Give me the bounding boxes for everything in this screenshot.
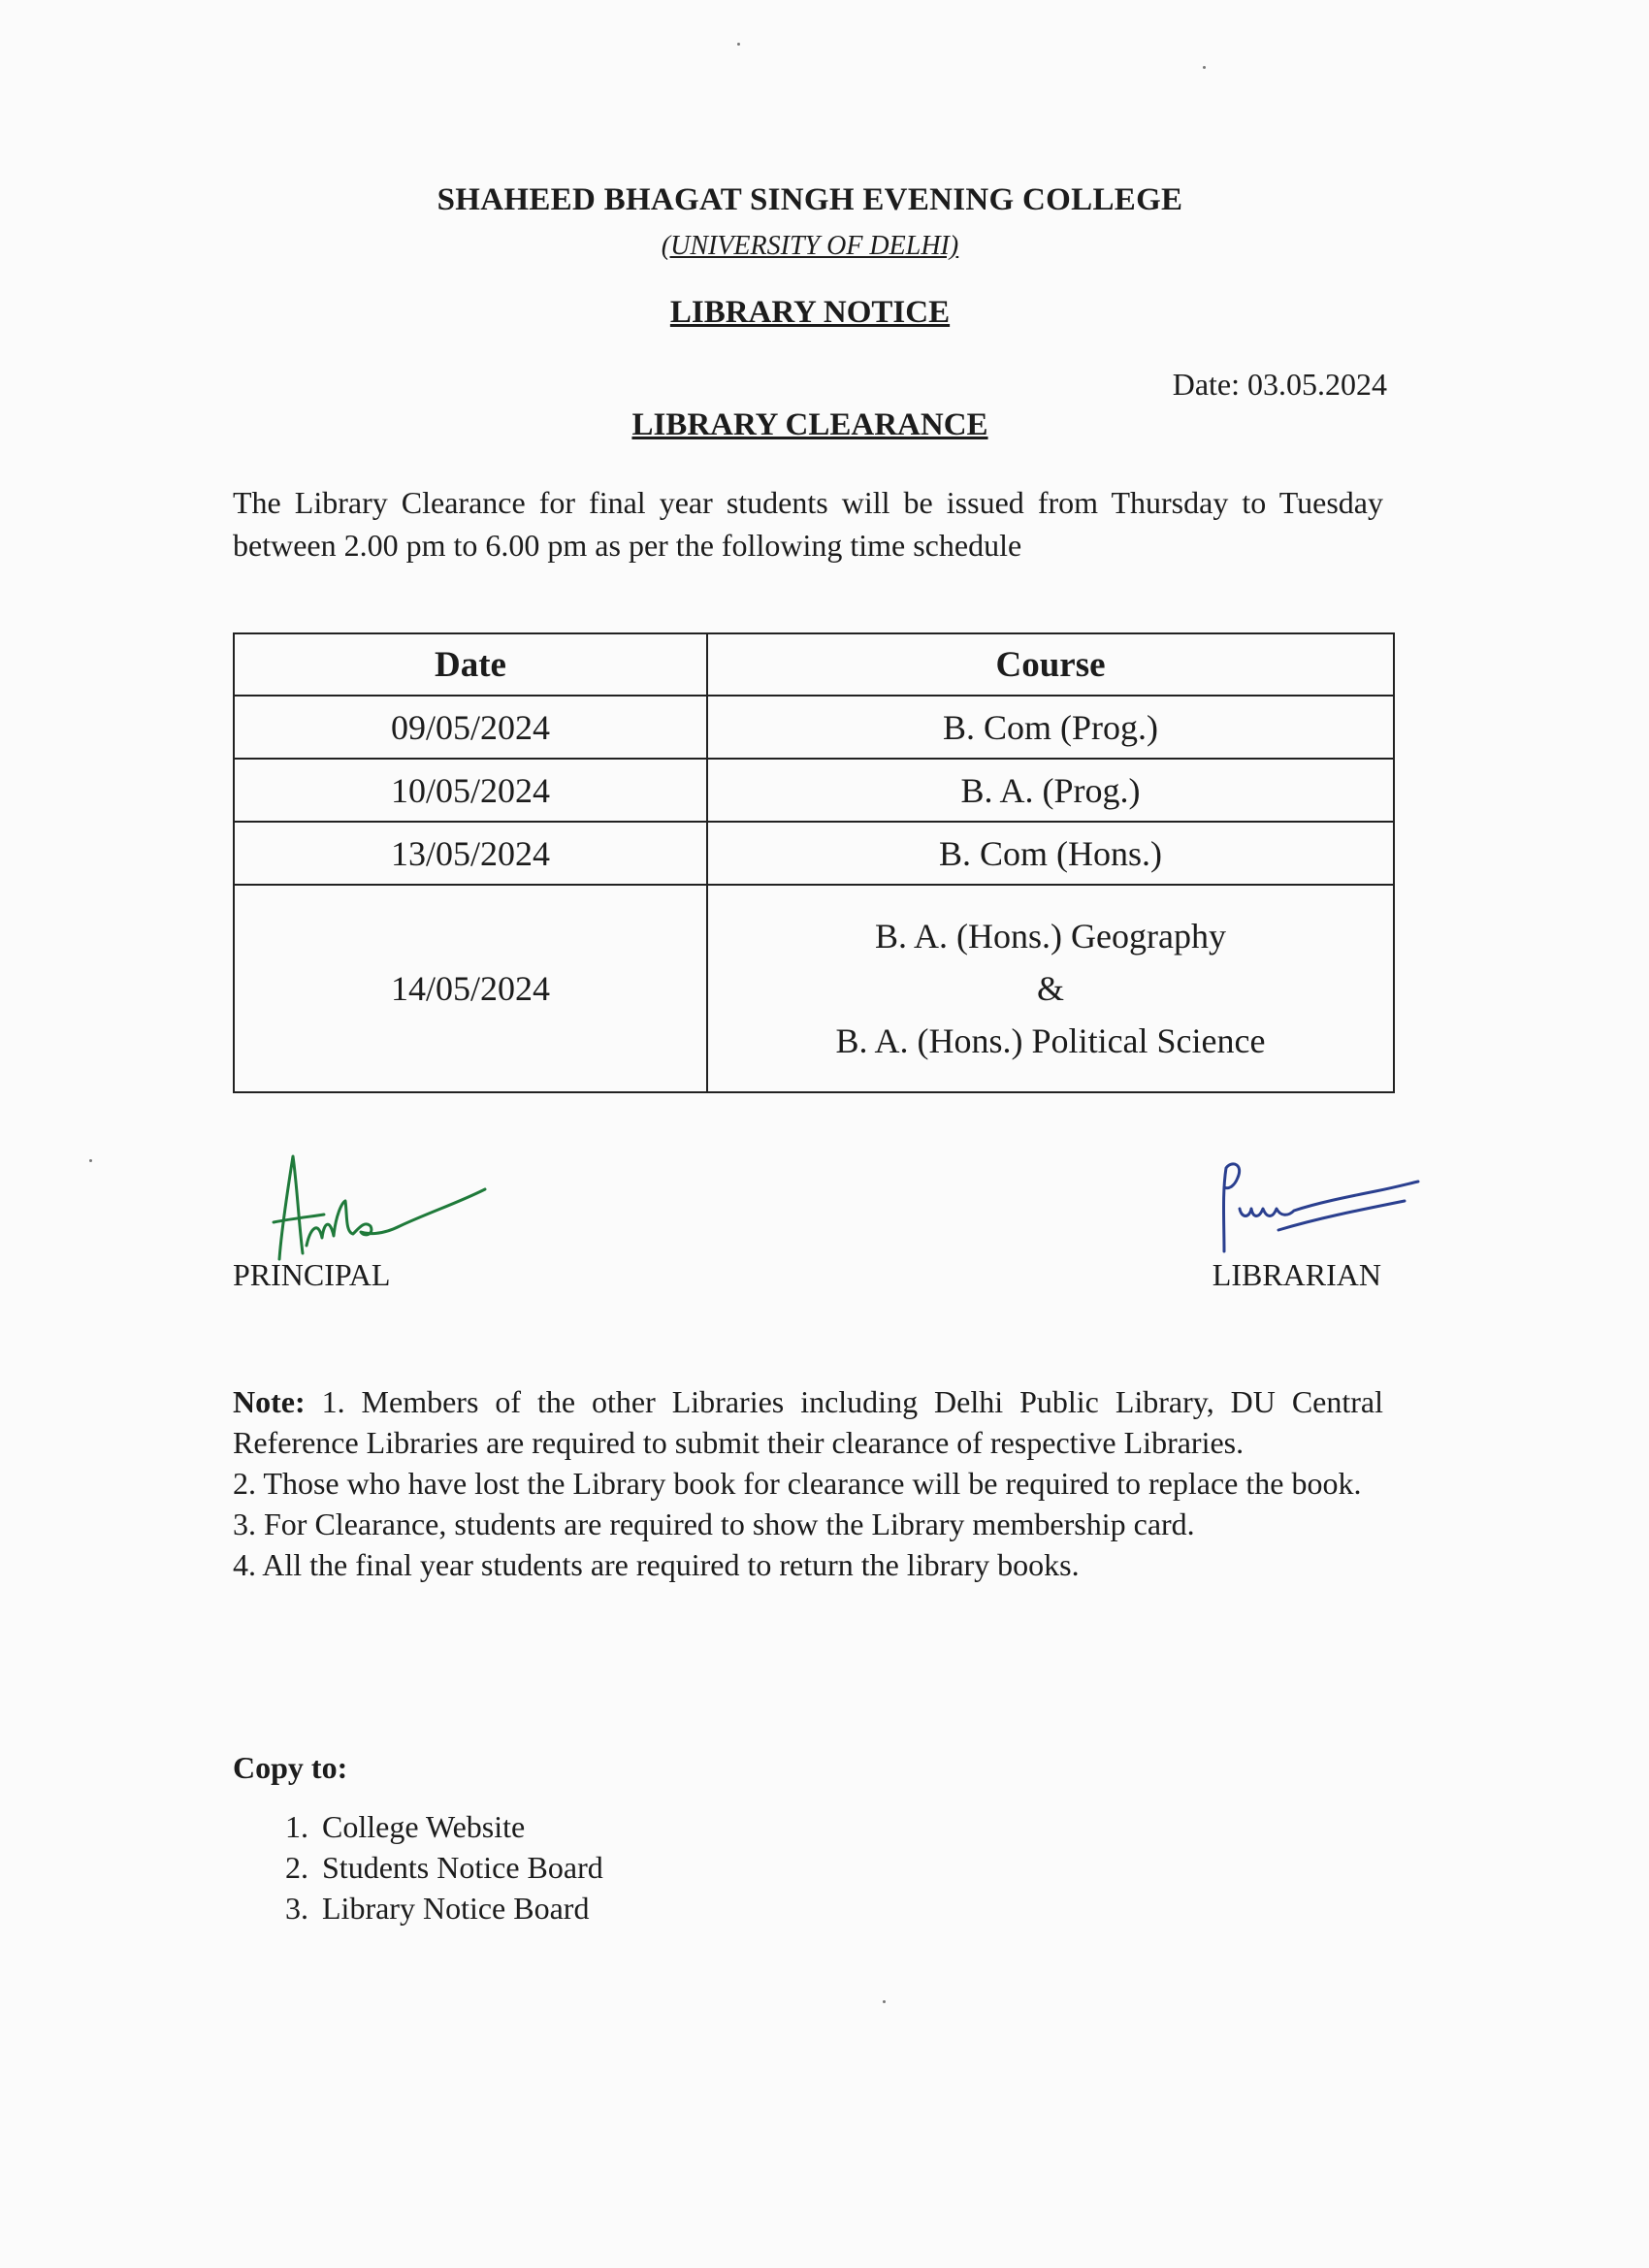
row-date: 09/05/2024 xyxy=(234,696,707,759)
header-course: Course xyxy=(707,633,1394,696)
row-date: 10/05/2024 xyxy=(234,759,707,822)
course-line: & xyxy=(1036,969,1064,1008)
table-row xyxy=(234,885,1394,1092)
row-course: B. Com (Prog.) xyxy=(707,696,1394,759)
principal-signature xyxy=(264,1145,497,1271)
college-name: SHAHEED BHAGAT SINGH EVENING COLLEGE xyxy=(436,182,1183,217)
row-course: B. A. (Prog.) xyxy=(707,759,1394,822)
row-date: 14/05/2024 xyxy=(234,885,707,1092)
note-label: Note: xyxy=(233,1384,306,1419)
list-item xyxy=(233,1806,603,1847)
librarian-signature xyxy=(1211,1154,1424,1261)
course-line: B. A. (Hons.) Geography xyxy=(875,917,1226,956)
scan-speck xyxy=(737,43,740,46)
notes-section xyxy=(233,1381,1383,1585)
note-item: 3. For Clearance, students are required to show the Library membership card. xyxy=(233,1507,1195,1541)
note-item xyxy=(233,1381,1383,1463)
scan-speck xyxy=(1203,66,1206,69)
copy-to-list xyxy=(233,1806,603,1928)
list-number: 3. xyxy=(285,1891,308,1926)
principal-label: PRINCIPAL xyxy=(233,1257,391,1292)
table-row xyxy=(234,696,1394,759)
list-item xyxy=(233,1888,603,1928)
table-row xyxy=(234,759,1394,822)
notice-title: LIBRARY NOTICE xyxy=(669,295,951,330)
header-date: Date xyxy=(234,633,707,696)
scan-speck xyxy=(89,1159,92,1162)
librarian-label: LIBRARIAN xyxy=(1212,1257,1381,1292)
list-text: Students Notice Board xyxy=(322,1850,603,1885)
schedule-table xyxy=(233,632,1395,1093)
subject-heading: LIBRARY CLEARANCE xyxy=(631,407,988,442)
list-text: Library Notice Board xyxy=(322,1891,590,1926)
list-text: College Website xyxy=(322,1809,526,1844)
table-header-row xyxy=(234,633,1394,696)
note-item: 4. All the final year students are required to return the library books. xyxy=(233,1547,1080,1582)
list-item xyxy=(233,1847,603,1888)
note-item: 2. Those who have lost the Library book for clearance will be required to replace the book. xyxy=(233,1466,1362,1501)
notice-date: Date: 03.05.2024 xyxy=(1172,367,1387,402)
intro-paragraph: The Library Clearance for final year students will be issued from Thursday to Tuesday between 2.00 pm to 6.00 pm as per the following time schedule xyxy=(233,485,1383,563)
note-text: 1. Members of the other Libraries including Delhi Public Library, DU Central Reference Libraries are required to submit their clearance of respective Libraries. xyxy=(233,1384,1384,1460)
list-number: 2. xyxy=(285,1850,308,1885)
row-course: B. Com (Hons.) xyxy=(707,822,1394,885)
course-line: B. A. (Hons.) Political Science xyxy=(835,1021,1266,1060)
row-date: 13/05/2024 xyxy=(234,822,707,885)
row-course-multi xyxy=(707,885,1394,1092)
scan-speck xyxy=(883,2000,886,2003)
list-number: 1. xyxy=(285,1809,308,1844)
university-name: (UNIVERSITY OF DELHI) xyxy=(661,231,959,261)
copy-to-heading: Copy to: xyxy=(233,1750,348,1785)
table-row xyxy=(234,822,1394,885)
